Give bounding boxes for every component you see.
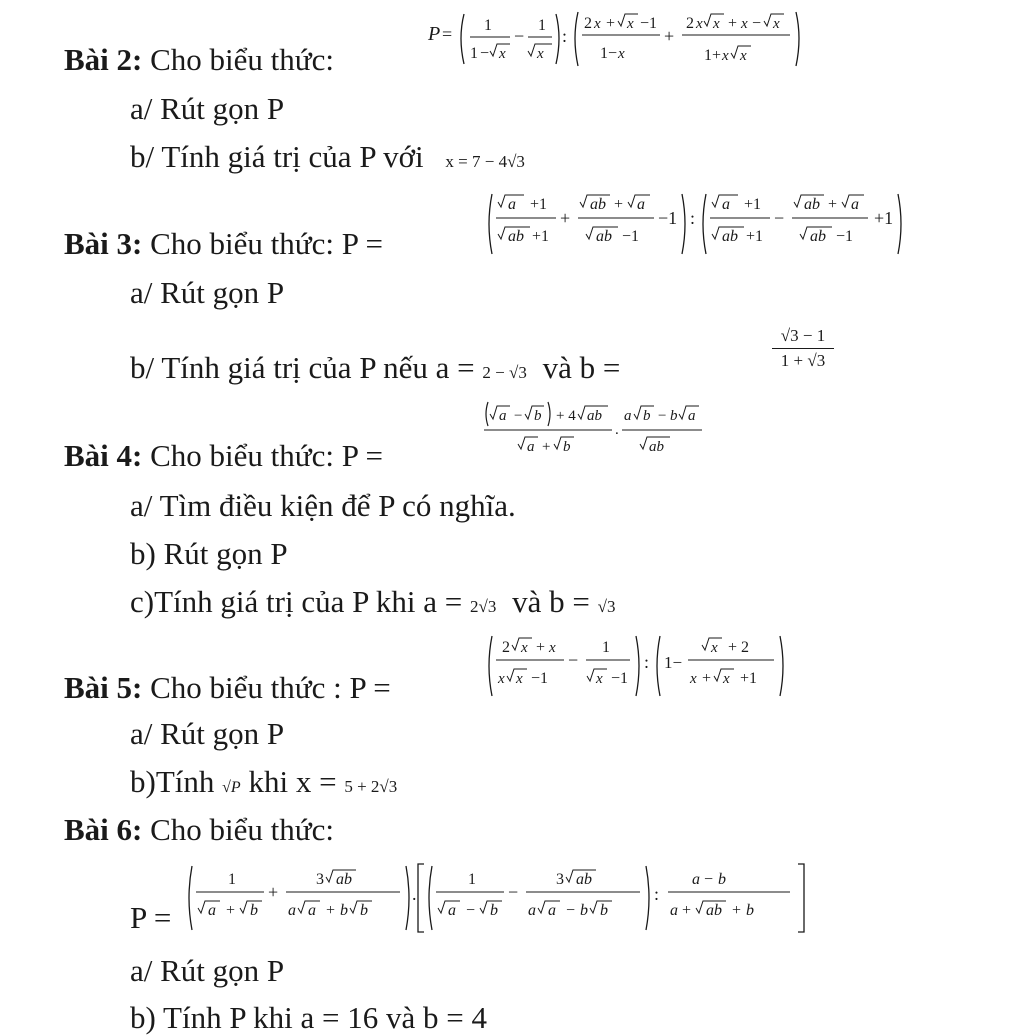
problem-6-formula bbox=[186, 860, 826, 936]
problem-4-formula bbox=[480, 392, 780, 468]
svg-text:a: a bbox=[624, 408, 632, 424]
part-text: Tính P khi a = 16 và b = 4 bbox=[163, 1000, 488, 1035]
svg-text:+: + bbox=[560, 208, 571, 228]
part-text: Tính giá trị của P nếu a = bbox=[161, 350, 475, 385]
part-label: a/ bbox=[130, 275, 153, 310]
problem-6-p-equals: P = bbox=[130, 900, 172, 935]
svg-text:ab: ab bbox=[336, 871, 352, 888]
problem-intro: Cho biểu thức: bbox=[150, 226, 334, 261]
svg-text:x: x bbox=[594, 16, 601, 32]
condition-x: 5 + 2√3 bbox=[344, 777, 398, 796]
svg-text:a: a bbox=[308, 902, 316, 919]
part-text: Tính giá trị của P với bbox=[161, 139, 424, 174]
part-text: Tính bbox=[155, 764, 215, 799]
problem-intro: Cho biểu thức: bbox=[150, 438, 334, 473]
svg-text:x: x bbox=[537, 46, 544, 62]
problem-5-heading: Bài 5: Cho biểu thức : P = bbox=[64, 670, 391, 705]
problem-5-formula bbox=[484, 628, 844, 704]
and-text: và b = bbox=[512, 584, 590, 619]
svg-text:x: x bbox=[499, 46, 506, 62]
svg-text:a: a bbox=[692, 871, 700, 888]
svg-text:−1: −1 bbox=[640, 15, 658, 32]
svg-text:ab: ab bbox=[804, 196, 820, 213]
svg-text:−: − bbox=[480, 45, 490, 62]
svg-text:a: a bbox=[527, 439, 535, 455]
svg-text:b: b bbox=[340, 902, 348, 919]
svg-text:a: a bbox=[448, 902, 456, 919]
svg-text:3: 3 bbox=[316, 871, 324, 888]
part-text: Rút gọn P bbox=[160, 716, 285, 751]
problem-title: Bài 3: bbox=[64, 226, 143, 261]
problem-intro: Cho biểu thức: bbox=[150, 812, 334, 847]
problem-6-part-b bbox=[130, 1002, 487, 1033]
svg-text:ab: ab bbox=[576, 871, 592, 888]
problem-4-part-a bbox=[130, 490, 516, 521]
svg-text:1+: 1+ bbox=[704, 47, 722, 64]
part-label: a/ bbox=[130, 716, 153, 751]
svg-text:ab: ab bbox=[596, 228, 612, 245]
svg-text:ab: ab bbox=[706, 902, 722, 919]
problem-5-part-a bbox=[130, 718, 284, 749]
part-text: Tìm điều kiện để P có nghĩa. bbox=[159, 488, 516, 523]
problem-2-formula bbox=[428, 4, 908, 74]
svg-text:−: − bbox=[514, 26, 525, 46]
problem-title: Bài 4: bbox=[64, 438, 143, 473]
svg-text:1: 1 bbox=[228, 871, 236, 888]
svg-text:1: 1 bbox=[484, 17, 492, 34]
svg-text:b: b bbox=[360, 902, 368, 919]
svg-text:−: − bbox=[566, 902, 576, 919]
svg-text:a: a bbox=[637, 196, 645, 213]
svg-text:1: 1 bbox=[468, 871, 476, 888]
problem-title: Bài 6: bbox=[64, 812, 143, 847]
svg-text:2: 2 bbox=[584, 15, 592, 32]
part-text: Tính giá trị của P khi a = bbox=[154, 584, 463, 619]
part-label: a/ bbox=[130, 953, 153, 988]
problem-4-part-c bbox=[130, 586, 615, 617]
condition-a: 2√3 bbox=[470, 597, 497, 616]
svg-text:x: x bbox=[723, 671, 730, 687]
problem-intro: Cho biểu thức: bbox=[150, 42, 334, 77]
svg-text:+: + bbox=[728, 15, 738, 32]
part-label: b/ bbox=[130, 350, 155, 385]
svg-text:x: x bbox=[498, 671, 505, 687]
svg-text:+: + bbox=[226, 902, 236, 919]
part-text: Rút gọn P bbox=[160, 953, 285, 988]
svg-text:+: + bbox=[682, 902, 692, 919]
svg-text:=: = bbox=[442, 24, 453, 44]
svg-text:a: a bbox=[688, 408, 696, 424]
condition-a: 2 − √3 bbox=[482, 363, 527, 382]
svg-text:−: − bbox=[704, 871, 714, 888]
problem-2-part-b bbox=[130, 141, 525, 172]
svg-text:x: x bbox=[596, 671, 603, 687]
svg-text:2: 2 bbox=[686, 15, 694, 32]
svg-text:+: + bbox=[664, 26, 675, 46]
problem-title: Bài 5: bbox=[64, 670, 143, 705]
svg-text:2: 2 bbox=[502, 639, 510, 656]
svg-text::: : bbox=[690, 208, 696, 228]
svg-text:−: − bbox=[752, 15, 762, 32]
svg-text:b: b bbox=[670, 408, 678, 424]
svg-text:x: x bbox=[690, 671, 697, 687]
condition-x: x = 7 − 4√3 bbox=[445, 152, 525, 171]
part-label: a/ bbox=[130, 91, 153, 126]
part-label: b) bbox=[130, 1000, 156, 1035]
svg-text:−: − bbox=[774, 208, 785, 228]
svg-text:+1: +1 bbox=[740, 670, 758, 687]
svg-text:x: x bbox=[740, 48, 747, 64]
svg-text:a: a bbox=[722, 196, 730, 213]
problem-title: Bài 2: bbox=[64, 42, 143, 77]
svg-text::: : bbox=[654, 884, 660, 904]
svg-text:P: P bbox=[428, 23, 441, 45]
svg-text:x: x bbox=[516, 671, 523, 687]
svg-text:ab: ab bbox=[649, 439, 664, 455]
svg-text:+: + bbox=[326, 902, 336, 919]
svg-text:ab: ab bbox=[508, 228, 524, 245]
svg-text::: : bbox=[644, 652, 650, 672]
fraction-b bbox=[772, 326, 834, 372]
svg-text:+1: +1 bbox=[530, 196, 548, 213]
svg-text:x: x bbox=[627, 16, 634, 32]
svg-text:−1: −1 bbox=[531, 670, 549, 687]
problem-6-heading bbox=[64, 814, 334, 845]
svg-text:−: − bbox=[466, 902, 476, 919]
svg-text:+: + bbox=[268, 882, 279, 902]
svg-text:a: a bbox=[288, 902, 296, 919]
svg-text:+: + bbox=[732, 902, 742, 919]
svg-text:−1: −1 bbox=[836, 228, 854, 245]
svg-text:+1: +1 bbox=[744, 196, 762, 213]
problem-2-part-a bbox=[130, 93, 284, 124]
svg-text:ab: ab bbox=[587, 408, 602, 424]
svg-text:−: − bbox=[514, 408, 523, 424]
part-label: b/ bbox=[130, 139, 155, 174]
svg-text:x: x bbox=[722, 48, 729, 64]
svg-text:−: − bbox=[508, 882, 519, 902]
svg-text:1: 1 bbox=[602, 639, 610, 656]
svg-text:+ 4: + 4 bbox=[556, 408, 576, 424]
svg-text:x: x bbox=[773, 16, 780, 32]
svg-text:1−: 1− bbox=[600, 45, 618, 62]
svg-text:+: + bbox=[536, 639, 546, 656]
svg-text:b: b bbox=[643, 408, 651, 424]
svg-text:+1: +1 bbox=[532, 228, 550, 245]
svg-text:b: b bbox=[490, 902, 498, 919]
svg-text:x: x bbox=[741, 16, 748, 32]
svg-text:b: b bbox=[600, 902, 608, 919]
svg-text:1−: 1− bbox=[664, 653, 683, 672]
svg-text:ab: ab bbox=[810, 228, 826, 245]
svg-text:a: a bbox=[528, 902, 536, 919]
svg-text:−1: −1 bbox=[658, 208, 678, 228]
svg-text:−: − bbox=[568, 650, 579, 670]
svg-text:a: a bbox=[508, 196, 516, 213]
problem-5-part-b bbox=[130, 766, 397, 797]
svg-text::: : bbox=[562, 26, 568, 46]
condition-b: √3 bbox=[597, 597, 616, 616]
svg-text:a: a bbox=[499, 408, 507, 424]
problem-3-part-a bbox=[130, 277, 284, 308]
svg-text:+: + bbox=[702, 670, 712, 687]
svg-text:+1: +1 bbox=[746, 228, 764, 245]
part-label: c) bbox=[130, 584, 155, 619]
svg-text:3: 3 bbox=[556, 871, 564, 888]
svg-text:1: 1 bbox=[538, 17, 546, 34]
fraction-numerator: √3 − 1 bbox=[772, 326, 834, 349]
problem-3-heading: Bài 3: Cho biểu thức: P = bbox=[64, 226, 384, 261]
svg-text:−: − bbox=[658, 408, 667, 424]
svg-text:a: a bbox=[548, 902, 556, 919]
svg-text:a: a bbox=[670, 902, 678, 919]
svg-text:+: + bbox=[828, 196, 838, 213]
svg-text:b: b bbox=[563, 439, 571, 455]
svg-text:x: x bbox=[711, 640, 718, 656]
svg-text:.: . bbox=[615, 422, 619, 438]
svg-text:ab: ab bbox=[722, 228, 738, 245]
svg-text:b: b bbox=[746, 902, 754, 919]
svg-text:+1: +1 bbox=[874, 208, 894, 228]
svg-text:x: x bbox=[549, 640, 556, 656]
fraction-denominator: 1 + √3 bbox=[780, 351, 826, 371]
part-label: a/ bbox=[130, 488, 153, 523]
problem-2-heading bbox=[64, 44, 334, 75]
svg-text:b: b bbox=[534, 408, 542, 424]
part-text: Rút gọn P bbox=[160, 275, 285, 310]
problem-6-part-a bbox=[130, 955, 284, 986]
svg-text:+: + bbox=[614, 196, 624, 213]
svg-text:b: b bbox=[580, 902, 588, 919]
part-text: Rút gọn P bbox=[160, 91, 285, 126]
svg-text:.: . bbox=[412, 884, 417, 904]
and-text: và b = bbox=[542, 350, 621, 385]
svg-text:1: 1 bbox=[470, 45, 478, 62]
svg-text:+: + bbox=[542, 439, 551, 455]
svg-text:x: x bbox=[696, 16, 703, 32]
problem-3-formula bbox=[484, 186, 994, 262]
svg-text:+ 2: + 2 bbox=[728, 639, 750, 656]
part-label: b) bbox=[130, 536, 156, 571]
svg-text:+: + bbox=[606, 15, 616, 32]
problem-4-heading: Bài 4: Cho biểu thức: P = bbox=[64, 438, 384, 473]
svg-text:x: x bbox=[618, 46, 625, 62]
problem-3-part-b bbox=[130, 352, 620, 383]
svg-text:b: b bbox=[718, 871, 726, 888]
svg-text:x: x bbox=[521, 640, 528, 656]
svg-text:x: x bbox=[713, 16, 720, 32]
svg-text:b: b bbox=[250, 902, 258, 919]
problem-intro: Cho biểu thức : bbox=[150, 670, 342, 705]
part-text: Rút gọn P bbox=[163, 536, 288, 571]
svg-text:ab: ab bbox=[590, 196, 606, 213]
svg-text:−1: −1 bbox=[622, 228, 640, 245]
problem-4-part-b bbox=[130, 538, 288, 569]
sqrt-p: √P bbox=[222, 779, 241, 796]
svg-text:a: a bbox=[851, 196, 859, 213]
svg-text:−1: −1 bbox=[611, 670, 629, 687]
part-label: b) bbox=[130, 764, 156, 799]
when-text: khi x = bbox=[248, 764, 337, 799]
svg-text:a: a bbox=[208, 902, 216, 919]
